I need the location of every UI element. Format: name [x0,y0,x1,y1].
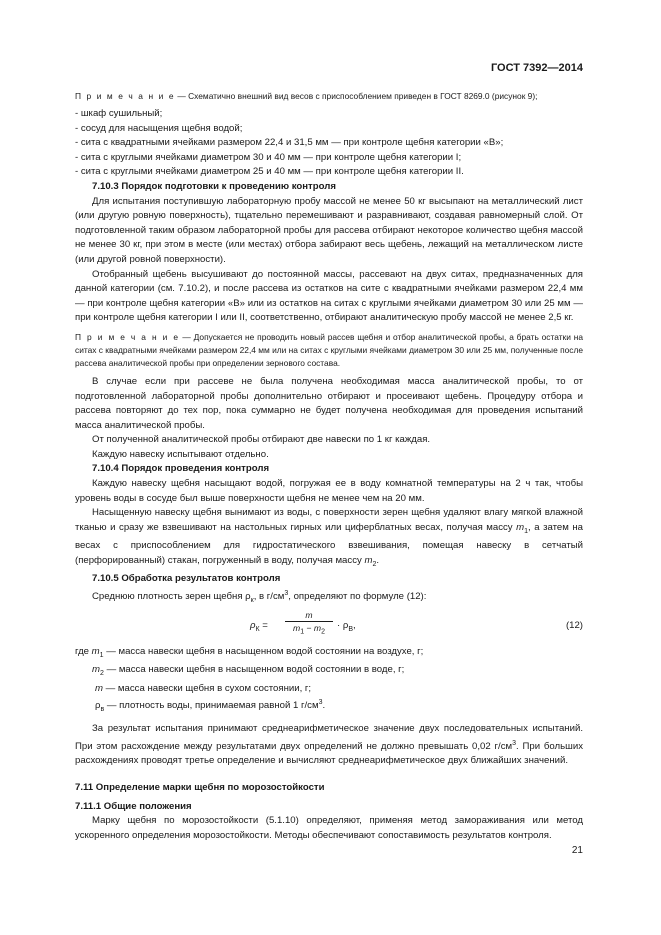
formula-numerator: m [285,609,333,622]
section-7-10-5-title: 7.10.5 Обработка результатов контроля [92,573,281,585]
formula-fraction [285,609,333,639]
formula-lhs: $\rho_К$ = [250,619,268,633]
note-text: — Допускается не проводить новый рассев щебня и отбор аналитической пробы, а брать остатки на ситах с квадратными ячейками размером 22,4 мм или на ситах с круглыми ячейками диаметром 30 или 25 мм, полученные после рассева аналитической пробы при определении зернового состава. [75,331,583,368]
paragraph: Каждую навеску испытывают отдельно. [92,448,269,460]
formula-12 [75,609,583,645]
paragraph: Для испытания поступившую лабораторную пробу массой не менее 50 кг высыпают на металлический лист (или другую ровную поверхность), тщательно перемешивают и разравнивают, создавая равномерный слой. От подготовленной таким образом лабораторной пробы для рассева отбирают некоторое количество щебня массой не менее 30 кг, при этом в месте (или местах) отбора забирают весь щебень, лежащий на металлическом листе (или другой ровной поверхности). [75,195,583,265]
where-item: $\rho_в$ — плотность воды, принимаемая равной 1 $г/см^3$. [95,699,326,714]
formula-number: (12) [565,619,583,631]
list-item: - сита с круглыми ячейками диаметром 25 и 40 мм — при контроле щебня категории II. [75,166,464,178]
paragraph: Каждую навеску щебня насыщают водой, погружая ее в воду комнатной температуры на 2 ч так, чтобы уровень воды в сосуде был выше поверхности щебня не менее чем на 20 мм. [75,478,583,504]
formula-rhs: · $\rho_В$, [337,619,356,633]
paragraph: Среднюю плотность зерен щебня $\rho_к$, в $г/см^3$, определяют по формуле (12): [92,590,427,605]
paragraph: Насыщенную навеску щебня вынимают из воды, с поверхности зерен щебня удаляют влагу мягкой влажной тканью и сразу же взвешивают на настольных гирных или циферблатных весах, получая массу $m_1$, а затем на весах с приспособлением для гидростатического взвешивания, помещая навеску в сетчатый (перфорированный) стакан, погруженный в воду, получая массу $m_2$. [75,507,583,568]
note-text: — Схематично внешний вид весов с приспособлением приведен в ГОСТ 8269.0 (рисунок 9); [175,91,538,101]
list-item: - шкаф сушильный; [75,108,163,119]
list-item: - сосуд для насыщения щебня водой; [75,122,243,134]
page-content [75,90,583,843]
where-item: m — масса навески щебня в сухом состоянии, г; [95,682,312,694]
paragraph: В случае если при рассеве не была получена необходимая масса аналитической пробы, то от подготовленной лабораторной пробы дополнительно отбирают и просеивают щебень. Процедуру отбора и рассева повторяют до тех пор, пока суммарно не будет получена необходимая для проведения испытаний масса аналитической пробы. [75,375,583,431]
paragraph: Марку щебня по морозостойкости (5.1.10) определяют, применяя метод замораживания или метод ускоренного определения морозостойкости. Методы обеспечивают сопоставимость результатов контроля. [75,815,583,841]
paragraph: От полученной аналитической пробы отбирают две навески по 1 кг каждая. [92,434,431,446]
paragraph: Отобранный щебень высушивают до постоянной массы, рассевают на двух ситах, предназначенных для данной категории (см. 7.10.2), и после рассева из остатков на сите с квадратными ячейками размером 22,4 мм — при контроле щебня категории «В» или из остатков на ситах с круглыми ячейками диаметром 30 или 25 мм — при контроле щебня категории I или II, соответственно, отбирают аналитическую пробу массой не менее 2,5 кг. [75,268,583,324]
section-7-10-3-title: 7.10.3 Порядок подготовки к проведению контроля [92,180,336,192]
page-number: 21 [571,845,583,856]
where-item: $m_2$ — масса навески щебня в насыщенном водой состоянии в воде, г; [92,664,405,678]
note-resieve [75,331,583,370]
section-7-10-4-title: 7.10.4 Порядок проведения контроля [92,463,270,475]
formula-denominator: $m_1 - m_2$ [293,622,325,636]
section-7-11-title: 7.11 Определение марки щебня по морозостойкости [75,781,325,793]
paragraph: За результат испытания принимают среднеарифметическое значение двух последовательных испытаний. При этом расхождение между результатами двух определений не должно превышать 0,02 $г/см^3$. При больших расхождениях проводят третье определение и вычисляют среднеарифметическое двух ближайших значений. [75,723,583,767]
section-7-11-1-title: 7.11.1 Общие положения [75,800,192,812]
note-label: П р и м е ч а н и е [75,331,180,342]
list-item: - сита с квадратными ячейками размером 22,4 и 31,5 мм — при контроле щебня категории «В»; [75,137,504,149]
list-item: - сита с круглыми ячейками диаметром 30 и 40 мм — при контроле щебня категории I; [75,151,462,163]
note-label: П р и м е ч а н и е [75,91,176,101]
document-id: ГОСТ 7392—2014 [490,62,583,74]
note-figure-reference [75,90,583,103]
where-item: где $m_1$ — масса навески щебня в насыщенном водой состоянии на воздухе, г; [75,645,424,659]
